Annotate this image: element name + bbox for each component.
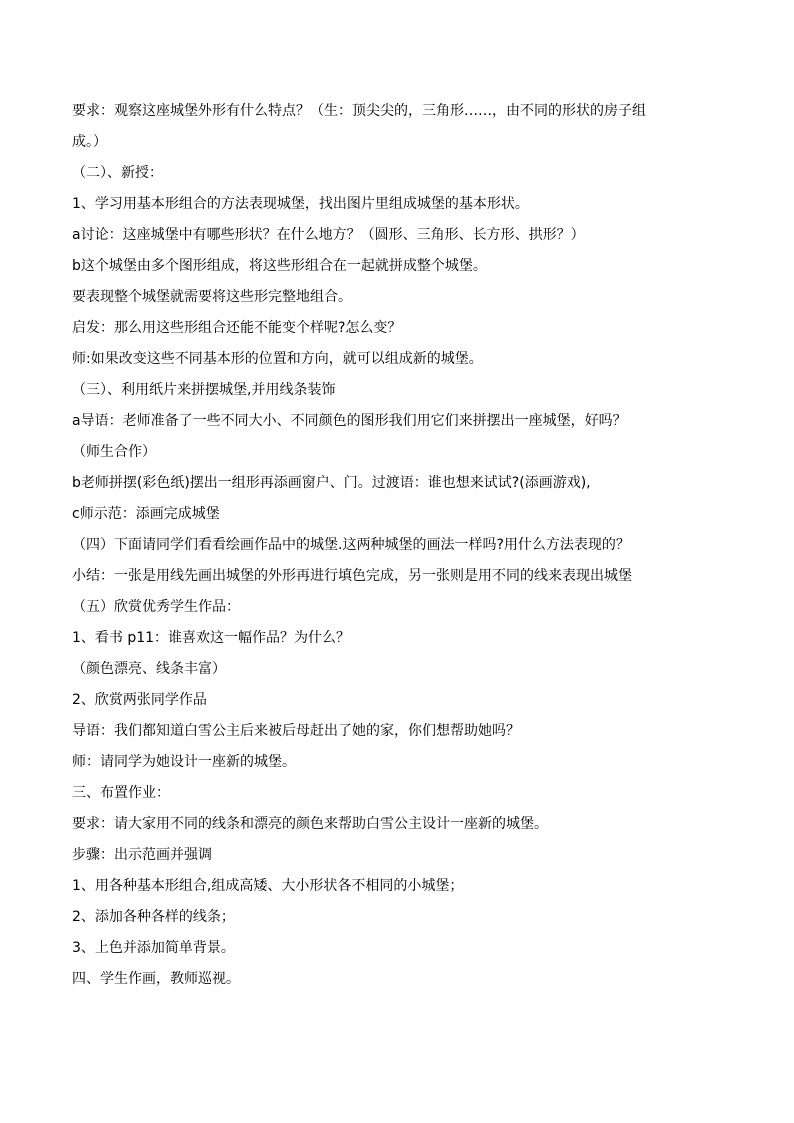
section-heading: （五）欣赏优秀学生作品： bbox=[72, 599, 240, 615]
text-line: 小结：一张是用线先画出城堡的外形再进行填色完成，另一张则是用不同的线来表现出城堡 bbox=[72, 568, 632, 584]
section-heading: 四、学生作画，教师巡视。 bbox=[72, 971, 240, 987]
text-line: a导语：老师准备了一些不同大小、不同颜色的图形我们用它们来拼摆出一座城堡，好吗？ bbox=[72, 413, 627, 429]
text-line: 2、添加各种各样的线条； bbox=[72, 909, 235, 925]
text-line: 师:如果改变这些不同基本形的位置和方向，就可以组成新的城堡。 bbox=[72, 351, 483, 367]
text-line: 1、学习用基本形组合的方法表现城堡，找出图片里组成城堡的基本形状。 bbox=[72, 196, 529, 212]
text-line: a讨论：这座城堡中有哪些形状？在什么地方？（圆形、三角形、长方形、拱形？） bbox=[72, 227, 585, 243]
section-heading: （四）下面请同学们看看绘画作品中的城堡.这两种城堡的画法一样吗?用什么方法表现的？ bbox=[72, 537, 630, 553]
text-line: （颜色漂亮、线条丰富） bbox=[72, 661, 226, 677]
section-heading: 三、布置作业： bbox=[72, 785, 170, 801]
text-line: 要表现整个城堡就需要将这些形完整地组合。 bbox=[72, 289, 352, 305]
text-line: 要求：请大家用不同的线条和漂亮的颜色来帮助白雪公主设计一座新的城堡。 bbox=[72, 816, 548, 832]
text-line: b这个城堡由多个图形组成，将这些形组合在一起就拼成整个城堡。 bbox=[72, 258, 487, 274]
text-line: 导语：我们都知道白雪公主后来被后母赶出了她的家，你们想帮助她吗？ bbox=[72, 723, 520, 739]
text-line: c师示范：添画完成城堡 bbox=[72, 506, 220, 522]
section-heading: （二）、新授： bbox=[72, 165, 163, 181]
text-line: 师：请同学为她设计一座新的城堡。 bbox=[72, 754, 296, 770]
text-line: 3、上色并添加简单背景。 bbox=[72, 940, 235, 956]
section-heading: （三）、利用纸片来拼摆城堡,并用线条装饰 bbox=[72, 382, 336, 398]
text-line: 1、用各种基本形组合,组成高矮、大小形状各不相同的小城堡； bbox=[72, 878, 464, 894]
text-line: 要求：观察这座城堡外形有什么特点？（生：顶尖尖的，三角形……，由不同的形状的房子组 bbox=[72, 103, 646, 119]
text-line: 步骤：出示范画并强调 bbox=[72, 847, 212, 863]
text-line: b老师拼摆(彩色纸)摆出一组形再添画窗户、门。过渡语：谁也想来试试?(添画游戏), bbox=[72, 475, 591, 491]
text-line: 1、看书 p11：谁喜欢这一幅作品？为什么？ bbox=[72, 630, 351, 646]
text-line: 2、欣赏两张同学作品 bbox=[72, 692, 207, 708]
text-line: 成。） bbox=[72, 134, 107, 150]
text-line: 启发：那么用这些形组合还能不能变个样呢?怎么变？ bbox=[72, 320, 402, 336]
document-body bbox=[72, 96, 732, 995]
text-line: （师生合作） bbox=[72, 444, 156, 460]
